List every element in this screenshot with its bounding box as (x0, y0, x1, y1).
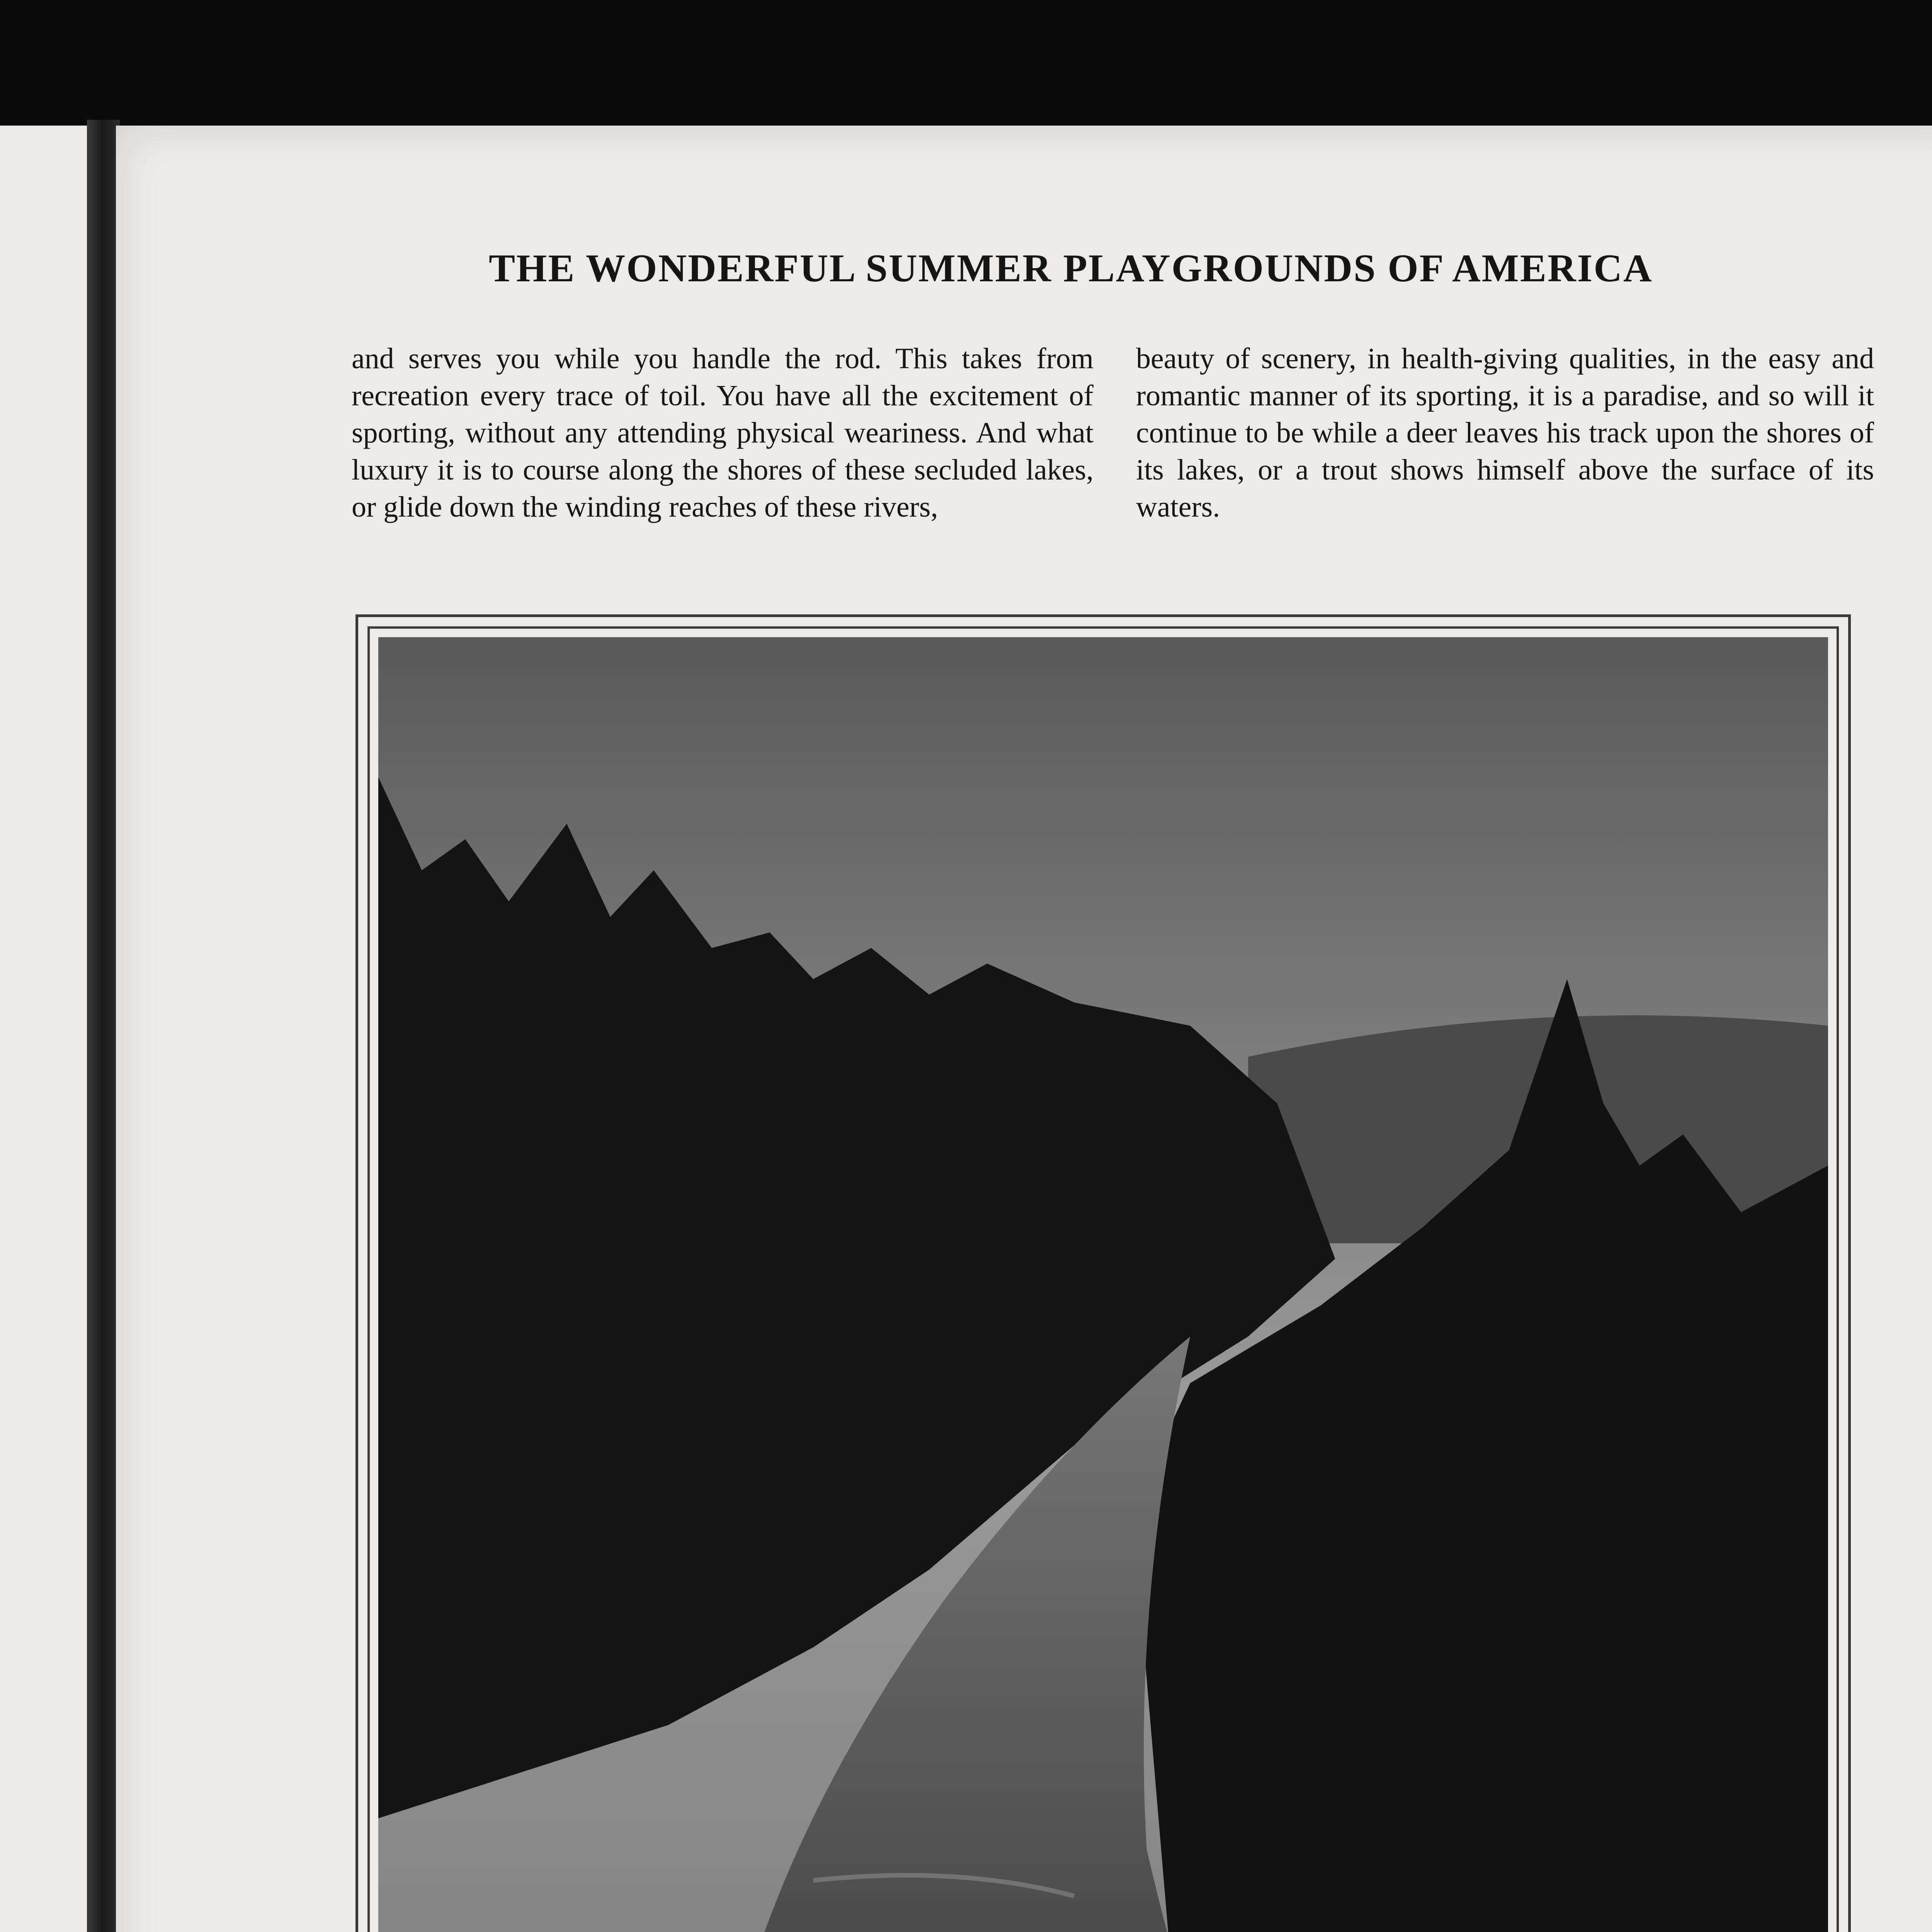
paragraph: beauty of scenery, in health-giving qualities, in the easy and romantic manner of its sporting, it is a paradise, and so will it continue to be while a deer leaves his track upon the shores of its lakes, or a trout shows himself above the surface of its waters. (1136, 342, 1874, 523)
river-photograph (378, 637, 1828, 1932)
paragraph: and serves you while you handle the rod. This takes from recreation every trace of toil. You have all the excitement of sporting, without any attending physical weariness. And what luxury it is to course along the shores of these secluded lakes, or glide down the winding reaches of these rivers, (352, 342, 1094, 523)
magazine-page (116, 126, 1932, 1932)
running-title: THE WONDERFUL SUMMER PLAYGROUNDS OF AMERICA (489, 247, 1653, 290)
left-page-edge (0, 126, 87, 1932)
photo-frame (355, 614, 1851, 1932)
column-top-left (352, 340, 1094, 526)
page-header (489, 242, 1932, 296)
column-top-right (1136, 340, 1874, 526)
book-spine (87, 120, 120, 1932)
